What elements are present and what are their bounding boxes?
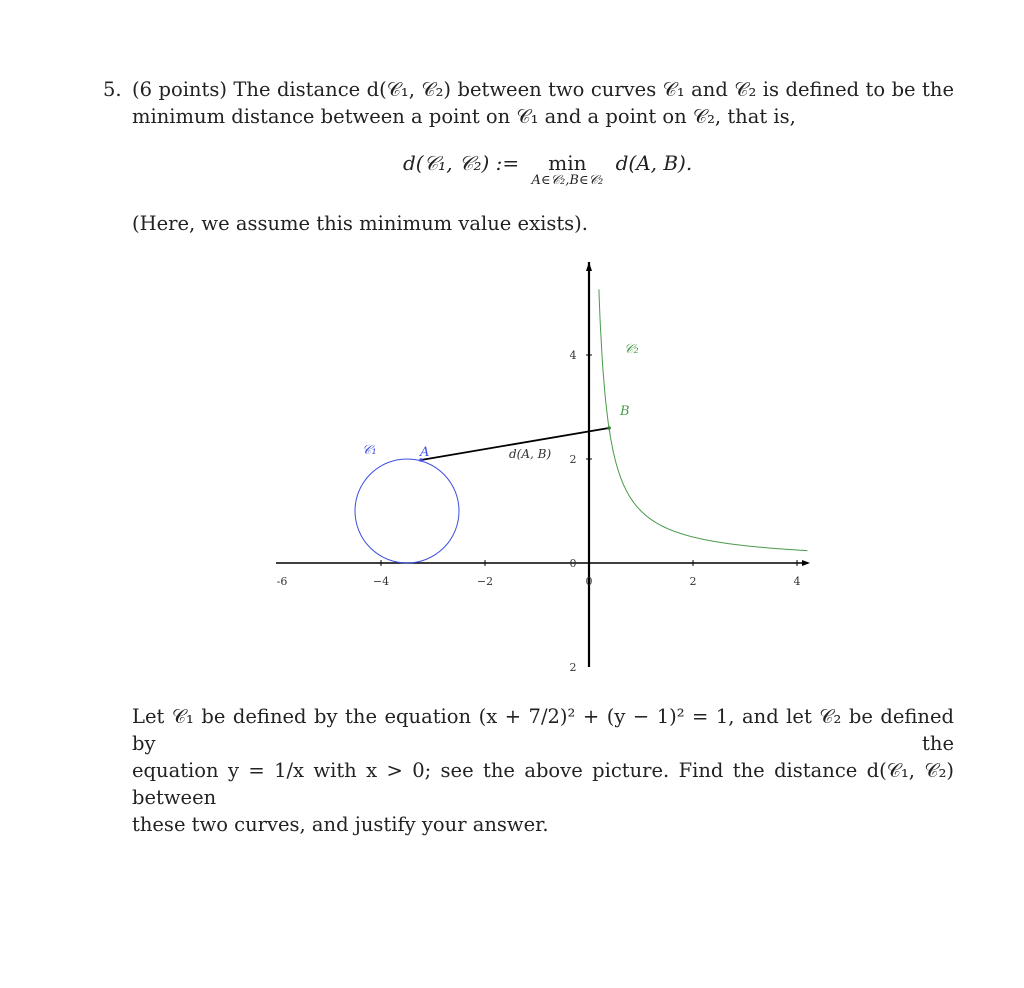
x-axis-arrow (802, 560, 810, 566)
x-tick-label: 0 (585, 575, 593, 588)
point-b (607, 426, 611, 430)
formula-min: min (548, 151, 587, 175)
x-tick-label: 4 (793, 575, 801, 588)
y-tick-label: 0 (569, 557, 577, 570)
x-tick-label: −2 (476, 575, 494, 588)
intro-line-1: (6 points) The distance d(𝒞₁, 𝒞₂) between two curves 𝒞₁ and 𝒞₂ is defined to be the (132, 78, 954, 101)
formula-min-subscript: A∈𝒞₂,B∈𝒞₂ (531, 173, 604, 188)
problem-number: 5. (103, 78, 122, 101)
label-c1: 𝒞₁ (362, 443, 377, 458)
intro-line-2: minimum distance between a point on 𝒞₁ and a point on 𝒞₂, that is, (132, 105, 796, 128)
x-tick-label: 2 (689, 575, 697, 588)
formula-lhs: d(𝒞₁, 𝒞₂) := (403, 151, 520, 175)
x-tick-label: -6 (276, 575, 288, 588)
question-text (132, 703, 954, 838)
label-c2: 𝒞₂ (624, 342, 639, 357)
x-tick-label: −4 (372, 575, 390, 588)
formula-rhs: d(A, B). (615, 151, 693, 175)
label-b: B (620, 404, 630, 419)
label-dab: d(A, B) (509, 447, 552, 461)
question-line-3: these two curves, and justify your answer. (132, 813, 549, 836)
y-tick-label: 4 (569, 349, 577, 362)
y-tick-label: 2 (569, 453, 577, 466)
question-line-1: Let 𝒞₁ be defined by the equation (x + 7/2)² + (y − 1)² = 1, and let 𝒞₂ be defined by the (132, 705, 954, 755)
label-a: A (420, 445, 430, 460)
y-axis-arrow (586, 262, 592, 271)
question-line-2: equation y = 1/x with x > 0; see the above picture. Find the distance d(𝒞₁, 𝒞₂) between (132, 759, 954, 809)
assumption-note: (Here, we assume this minimum value exists). (132, 212, 588, 235)
y-tick-label: 2 (569, 661, 577, 674)
curve-c1-circle (355, 459, 459, 563)
curve-c2-hyperbola (599, 289, 808, 550)
